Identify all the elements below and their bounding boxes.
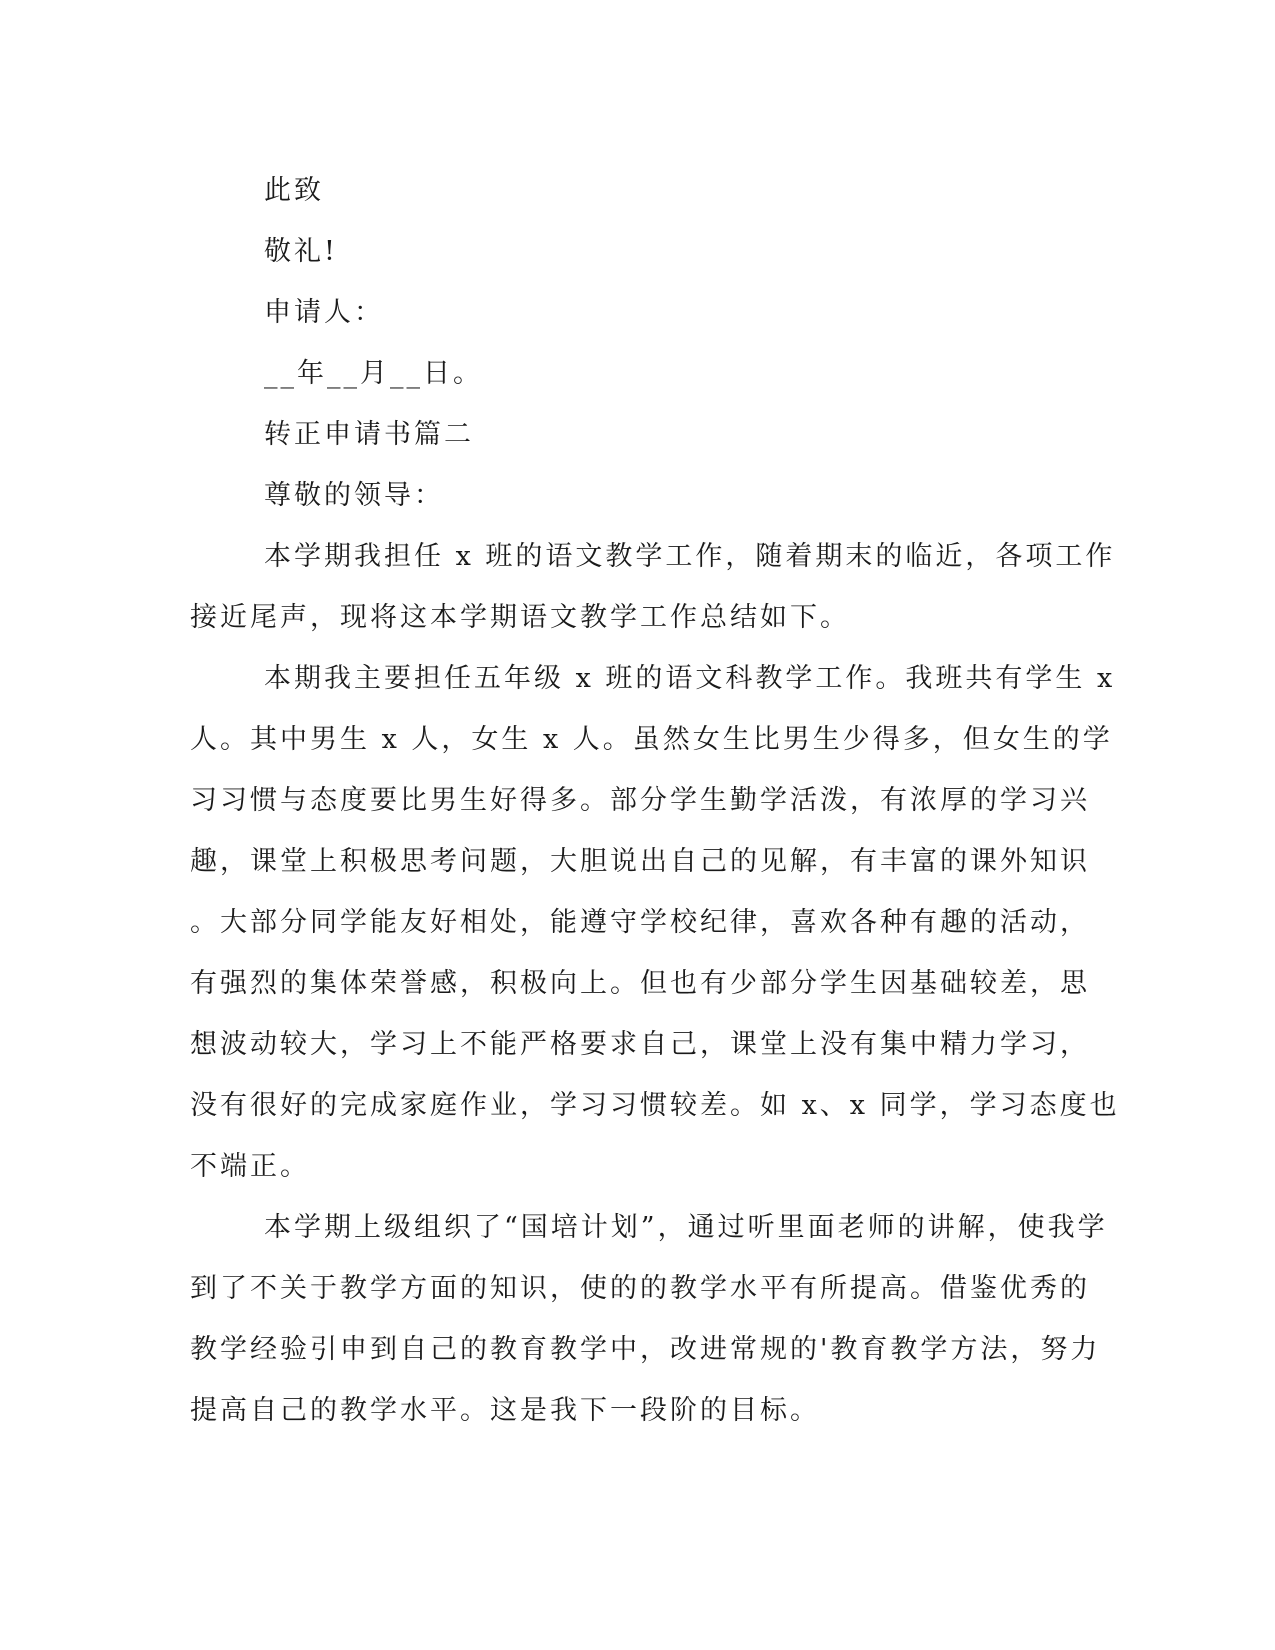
paragraph-line: 本学期我担任 x 班的语文教学工作，随着期末的临近，各项工作 bbox=[264, 541, 1116, 572]
paragraph-line: 没有很好的完成家庭作业，学习习惯较差。如 x、x 同学，学习态度也 bbox=[190, 1090, 1120, 1121]
paragraph-line: 有强烈的集体荣誉感，积极向上。但也有少部分学生因基础较差，思 bbox=[190, 968, 1090, 999]
paragraph-3 bbox=[190, 1197, 1108, 1441]
paragraph-line: 本学期上级组织了“国培计划”，通过听里面老师的讲解，使我学 bbox=[264, 1212, 1108, 1243]
greeting-line: 尊敬的领导： bbox=[264, 480, 444, 511]
paragraph-line: 人。其中男生 x 人，女生 x 人。虽然女生比男生少得多，但女生的学 bbox=[190, 724, 1113, 755]
paragraph-line: 教学经验引申到自己的教育教学中，改进常规的'教育教学方法，努力 bbox=[190, 1334, 1101, 1365]
paragraph-line: 趣，课堂上积极思考问题，大胆说出自己的见解，有丰富的课外知识 bbox=[190, 846, 1090, 877]
document-body bbox=[190, 160, 1120, 1441]
applicant-line: 申请人： bbox=[264, 297, 384, 328]
paragraph-line: 习习惯与态度要比男生好得多。部分学生勤学活泼，有浓厚的学习兴 bbox=[190, 785, 1090, 816]
paragraph-line: 想波动较大，学习上不能严格要求自己，课堂上没有集中精力学习， bbox=[190, 1029, 1090, 1060]
paragraph-line: 接近尾声，现将这本学期语文教学工作总结如下。 bbox=[190, 602, 850, 633]
paragraph-1 bbox=[190, 526, 1116, 648]
paragraph-line: 不端正。 bbox=[190, 1151, 310, 1182]
paragraph-line: 。大部分同学能友好相处，能遵守学校纪律，喜欢各种有趣的活动， bbox=[190, 907, 1090, 938]
paragraph-line: 到了不关于教学方面的知识，使的的教学水平有所提高。借鉴优秀的 bbox=[190, 1273, 1090, 1304]
paragraph-line: 本期我主要担任五年级 x 班的语文科教学工作。我班共有学生 x bbox=[264, 663, 1116, 694]
salute-line: 敬礼! bbox=[264, 236, 338, 267]
paragraph-line: 提高自己的教学水平。这是我下一段阶的目标。 bbox=[190, 1395, 820, 1426]
closing-line: 此致 bbox=[264, 175, 324, 206]
section-title: 转正申请书篇二 bbox=[264, 419, 474, 450]
paragraph-2 bbox=[190, 648, 1120, 1197]
date-line: __年__月__日。 bbox=[264, 358, 483, 389]
